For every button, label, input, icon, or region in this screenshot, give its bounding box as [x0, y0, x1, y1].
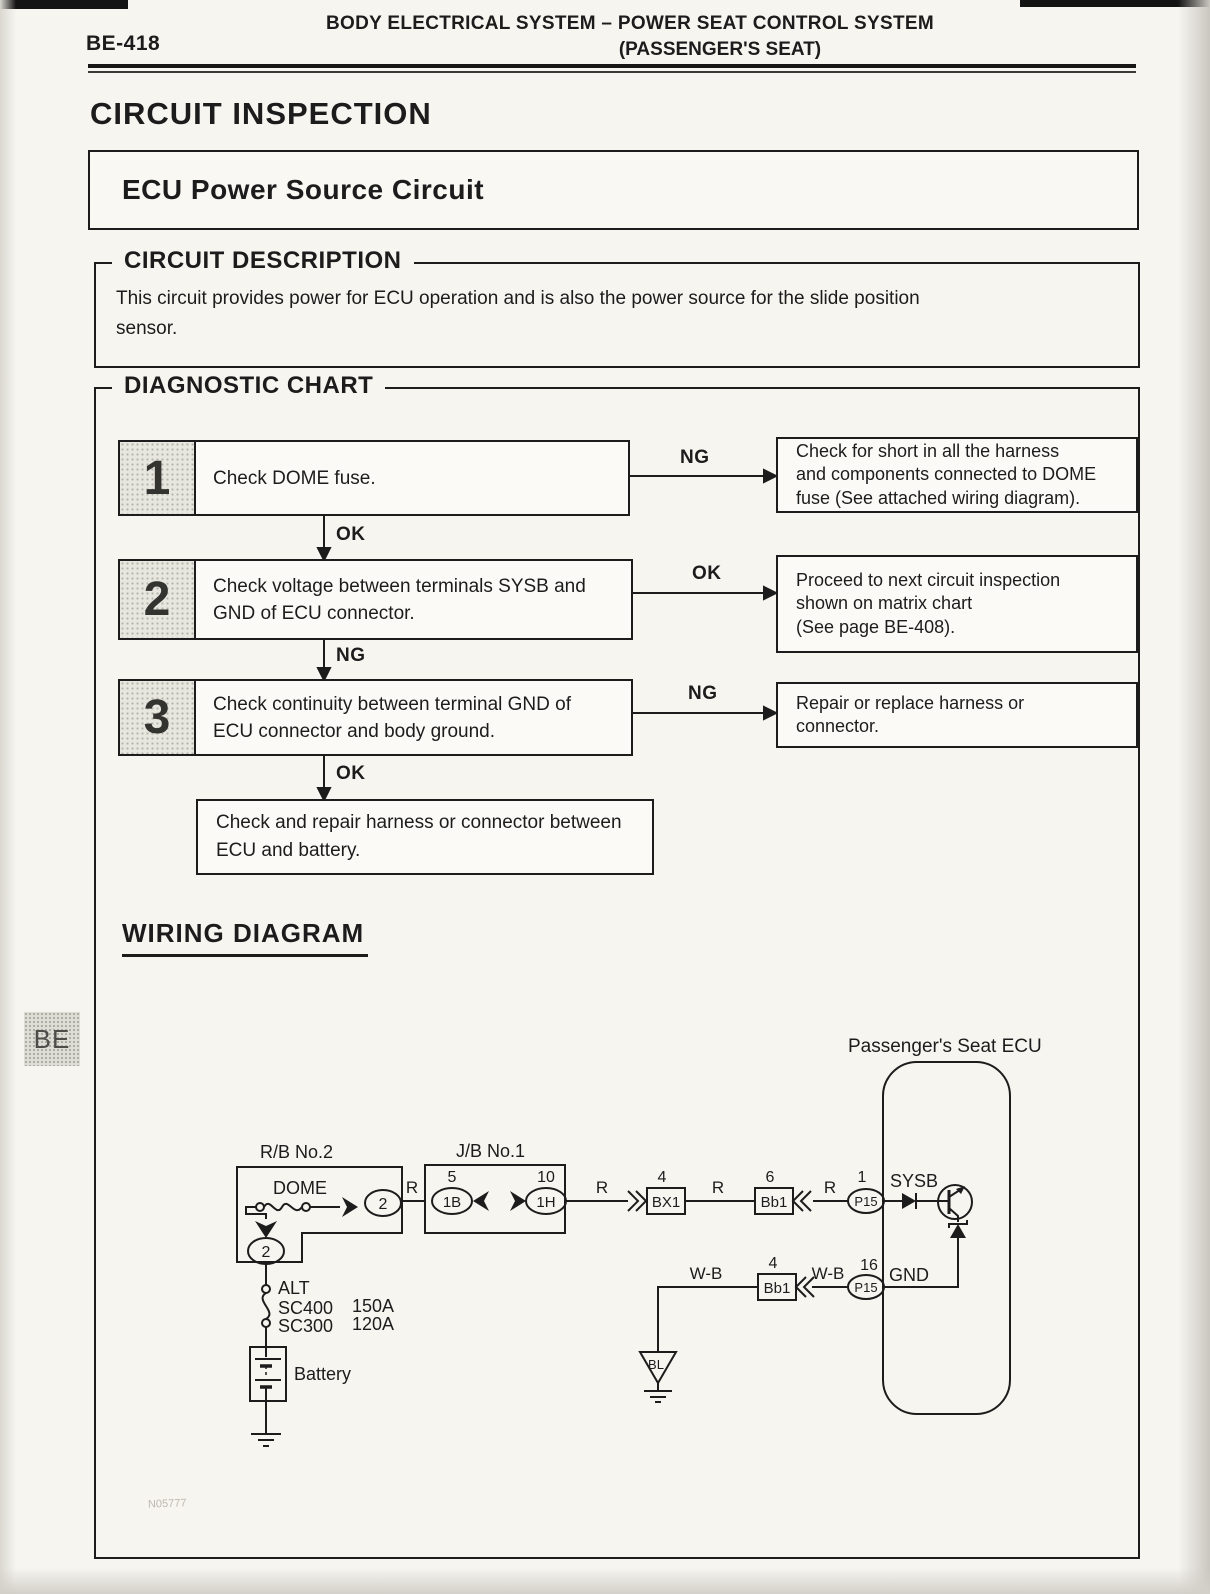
flow-result-2 — [776, 555, 1138, 653]
ecu-label: Passenger's Seat ECU — [848, 1036, 1042, 1057]
page-number: BE-418 — [86, 32, 161, 55]
scan-edge-bottom — [0, 1568, 1210, 1594]
flow-step-1 — [118, 440, 630, 516]
terminal-dot — [262, 1285, 270, 1293]
result-text: Repair or replace harness or — [796, 692, 1025, 713]
wire-color-label: W-B — [689, 1264, 723, 1283]
connector-bx1-label: BX1 — [651, 1194, 681, 1211]
branch-label-ng: NG — [688, 683, 718, 704]
ecu-outline — [883, 1062, 1010, 1414]
ground-icon — [644, 1391, 672, 1402]
step-text: Check DOME fuse. — [213, 467, 376, 489]
scan-artifact-top-left — [0, 0, 128, 9]
connector-pair-icon — [793, 1191, 811, 1211]
connector-arrow-right-icon — [342, 1197, 358, 1217]
wire — [658, 1287, 758, 1352]
step-text: Check continuity between terminal GND of — [213, 693, 571, 715]
header-rule-thin — [88, 71, 1136, 73]
step-number-badge: 3 — [120, 681, 196, 754]
transistor-icon — [938, 1185, 972, 1222]
wire-color-label: W-B — [811, 1264, 845, 1283]
step-text: ECU connector and body ground. — [213, 720, 496, 742]
branch-label-ok: OK — [336, 763, 366, 784]
fusible-link-icon — [263, 1293, 270, 1319]
pin-number: 5 — [447, 1169, 457, 1186]
description-line: sensor. — [116, 318, 178, 339]
circuit-title-box — [88, 150, 1139, 230]
relay-box-label: R/B No.2 — [260, 1142, 334, 1162]
header-subtitle: (PASSENGER'S SEAT) — [618, 39, 822, 60]
ground-point-label: BL — [648, 1357, 664, 1372]
flow-final-action — [196, 799, 654, 875]
connector-arrow-left-icon — [473, 1191, 489, 1211]
diagnostic-chart-heading: DIAGNOSTIC CHART — [112, 372, 385, 400]
battery-label: Battery — [294, 1364, 352, 1384]
pin-number: 1 — [857, 1169, 867, 1186]
pin-number: 4 — [657, 1169, 667, 1186]
connector-pair-icon — [628, 1191, 646, 1211]
connector-arrow-down-icon — [255, 1221, 277, 1238]
result-text: (See page BE-408). — [796, 616, 956, 637]
wire-color-label: R — [405, 1178, 419, 1197]
wire-color-label: R — [595, 1178, 609, 1197]
junction-box-label: J/B No.1 — [456, 1141, 526, 1161]
relay-connector-out-label: 2 — [378, 1196, 388, 1213]
ecu-pin-sysb-connector: P15 — [854, 1194, 878, 1209]
header-rule-thick — [88, 64, 1136, 68]
connector-arrow-right-icon — [510, 1191, 526, 1211]
result-text: Check for short in all the harness — [796, 440, 1060, 461]
pin-number: 16 — [860, 1257, 878, 1274]
ecu-pin-gnd-connector: P15 — [854, 1280, 878, 1295]
junction-connector-out-label: 1H — [536, 1194, 556, 1211]
figure-number: N05777 — [147, 1497, 187, 1511]
ground-icon — [251, 1434, 281, 1446]
connector-bb1-top-label: Bb1 — [760, 1194, 788, 1211]
terminal-dot — [262, 1319, 270, 1327]
scan-edge-right — [1178, 0, 1210, 1594]
branch-label-ok: OK — [336, 524, 366, 545]
zener-diode-icon — [949, 1220, 967, 1238]
result-text: and components connected to DOME — [796, 464, 1097, 485]
fusible-link-1-rating: 150A — [352, 1296, 395, 1316]
junction-connector-in-label: 1B — [442, 1194, 462, 1211]
connector-bb1-bottom-label: Bb1 — [763, 1280, 791, 1297]
pin-number: 4 — [768, 1255, 778, 1272]
page-title: CIRCUIT INSPECTION — [90, 96, 432, 131]
pin-number: 10 — [537, 1169, 555, 1186]
battery-icon — [250, 1347, 286, 1401]
wiring-diagram-heading: WIRING DIAGRAM — [122, 918, 368, 957]
flow-step-3 — [118, 679, 633, 756]
wiring-diagram — [90, 1000, 1140, 1560]
fusible-link-1-label: SC400 — [278, 1298, 334, 1318]
final-text: Check and repair harness or connector between — [216, 812, 622, 833]
flow-result-1 — [776, 437, 1138, 513]
wire-color-label: R — [823, 1178, 837, 1197]
fuse-label: DOME — [273, 1178, 327, 1198]
step-number-badge: 2 — [120, 561, 196, 638]
branch-label-ng: NG — [336, 645, 366, 666]
branch-label-ok: OK — [692, 563, 722, 584]
pin-number: 6 — [765, 1169, 775, 1186]
result-text: connector. — [796, 716, 880, 736]
connector-pair-icon — [796, 1277, 814, 1297]
fuse-icon — [256, 1203, 310, 1211]
result-text: fuse (See attached wiring diagram). — [796, 487, 1081, 508]
terminal-label-gnd: GND — [889, 1265, 929, 1285]
result-text: shown on matrix chart — [796, 593, 973, 614]
section-tab-be: BE — [24, 1012, 80, 1066]
terminal-label-sysb: SYSB — [890, 1171, 939, 1191]
circuit-title: ECU Power Source Circuit — [122, 174, 485, 205]
step-number-badge: 1 — [120, 442, 196, 514]
circuit-description-heading: CIRCUIT DESCRIPTION — [112, 247, 414, 275]
fusible-link-2-rating: 120A — [352, 1314, 395, 1334]
alt-label: ALT — [278, 1278, 310, 1298]
step-text: GND of ECU connector. — [213, 602, 415, 624]
flow-step-2 — [118, 559, 633, 640]
scan-edge-left — [0, 0, 16, 1594]
relay-connector-down-label: 2 — [261, 1244, 271, 1261]
fusible-link-2-label: SC300 — [278, 1316, 334, 1336]
result-text: Proceed to next circuit inspection — [796, 569, 1061, 590]
branch-label-ng: NG — [680, 447, 710, 468]
step-text: Check voltage between terminals SYSB and — [213, 575, 586, 597]
circuit-description-text — [116, 284, 1126, 344]
header-system-title: BODY ELECTRICAL SYSTEM – POWER SEAT CONTROL SYSTEM — [326, 13, 934, 34]
final-text: ECU and battery. — [216, 840, 361, 861]
description-line: This circuit provides power for ECU operation and is also the power source for the slide position — [116, 288, 920, 309]
flow-result-3 — [776, 682, 1138, 748]
wire-color-label: R — [711, 1178, 725, 1197]
diode-icon — [902, 1193, 916, 1209]
